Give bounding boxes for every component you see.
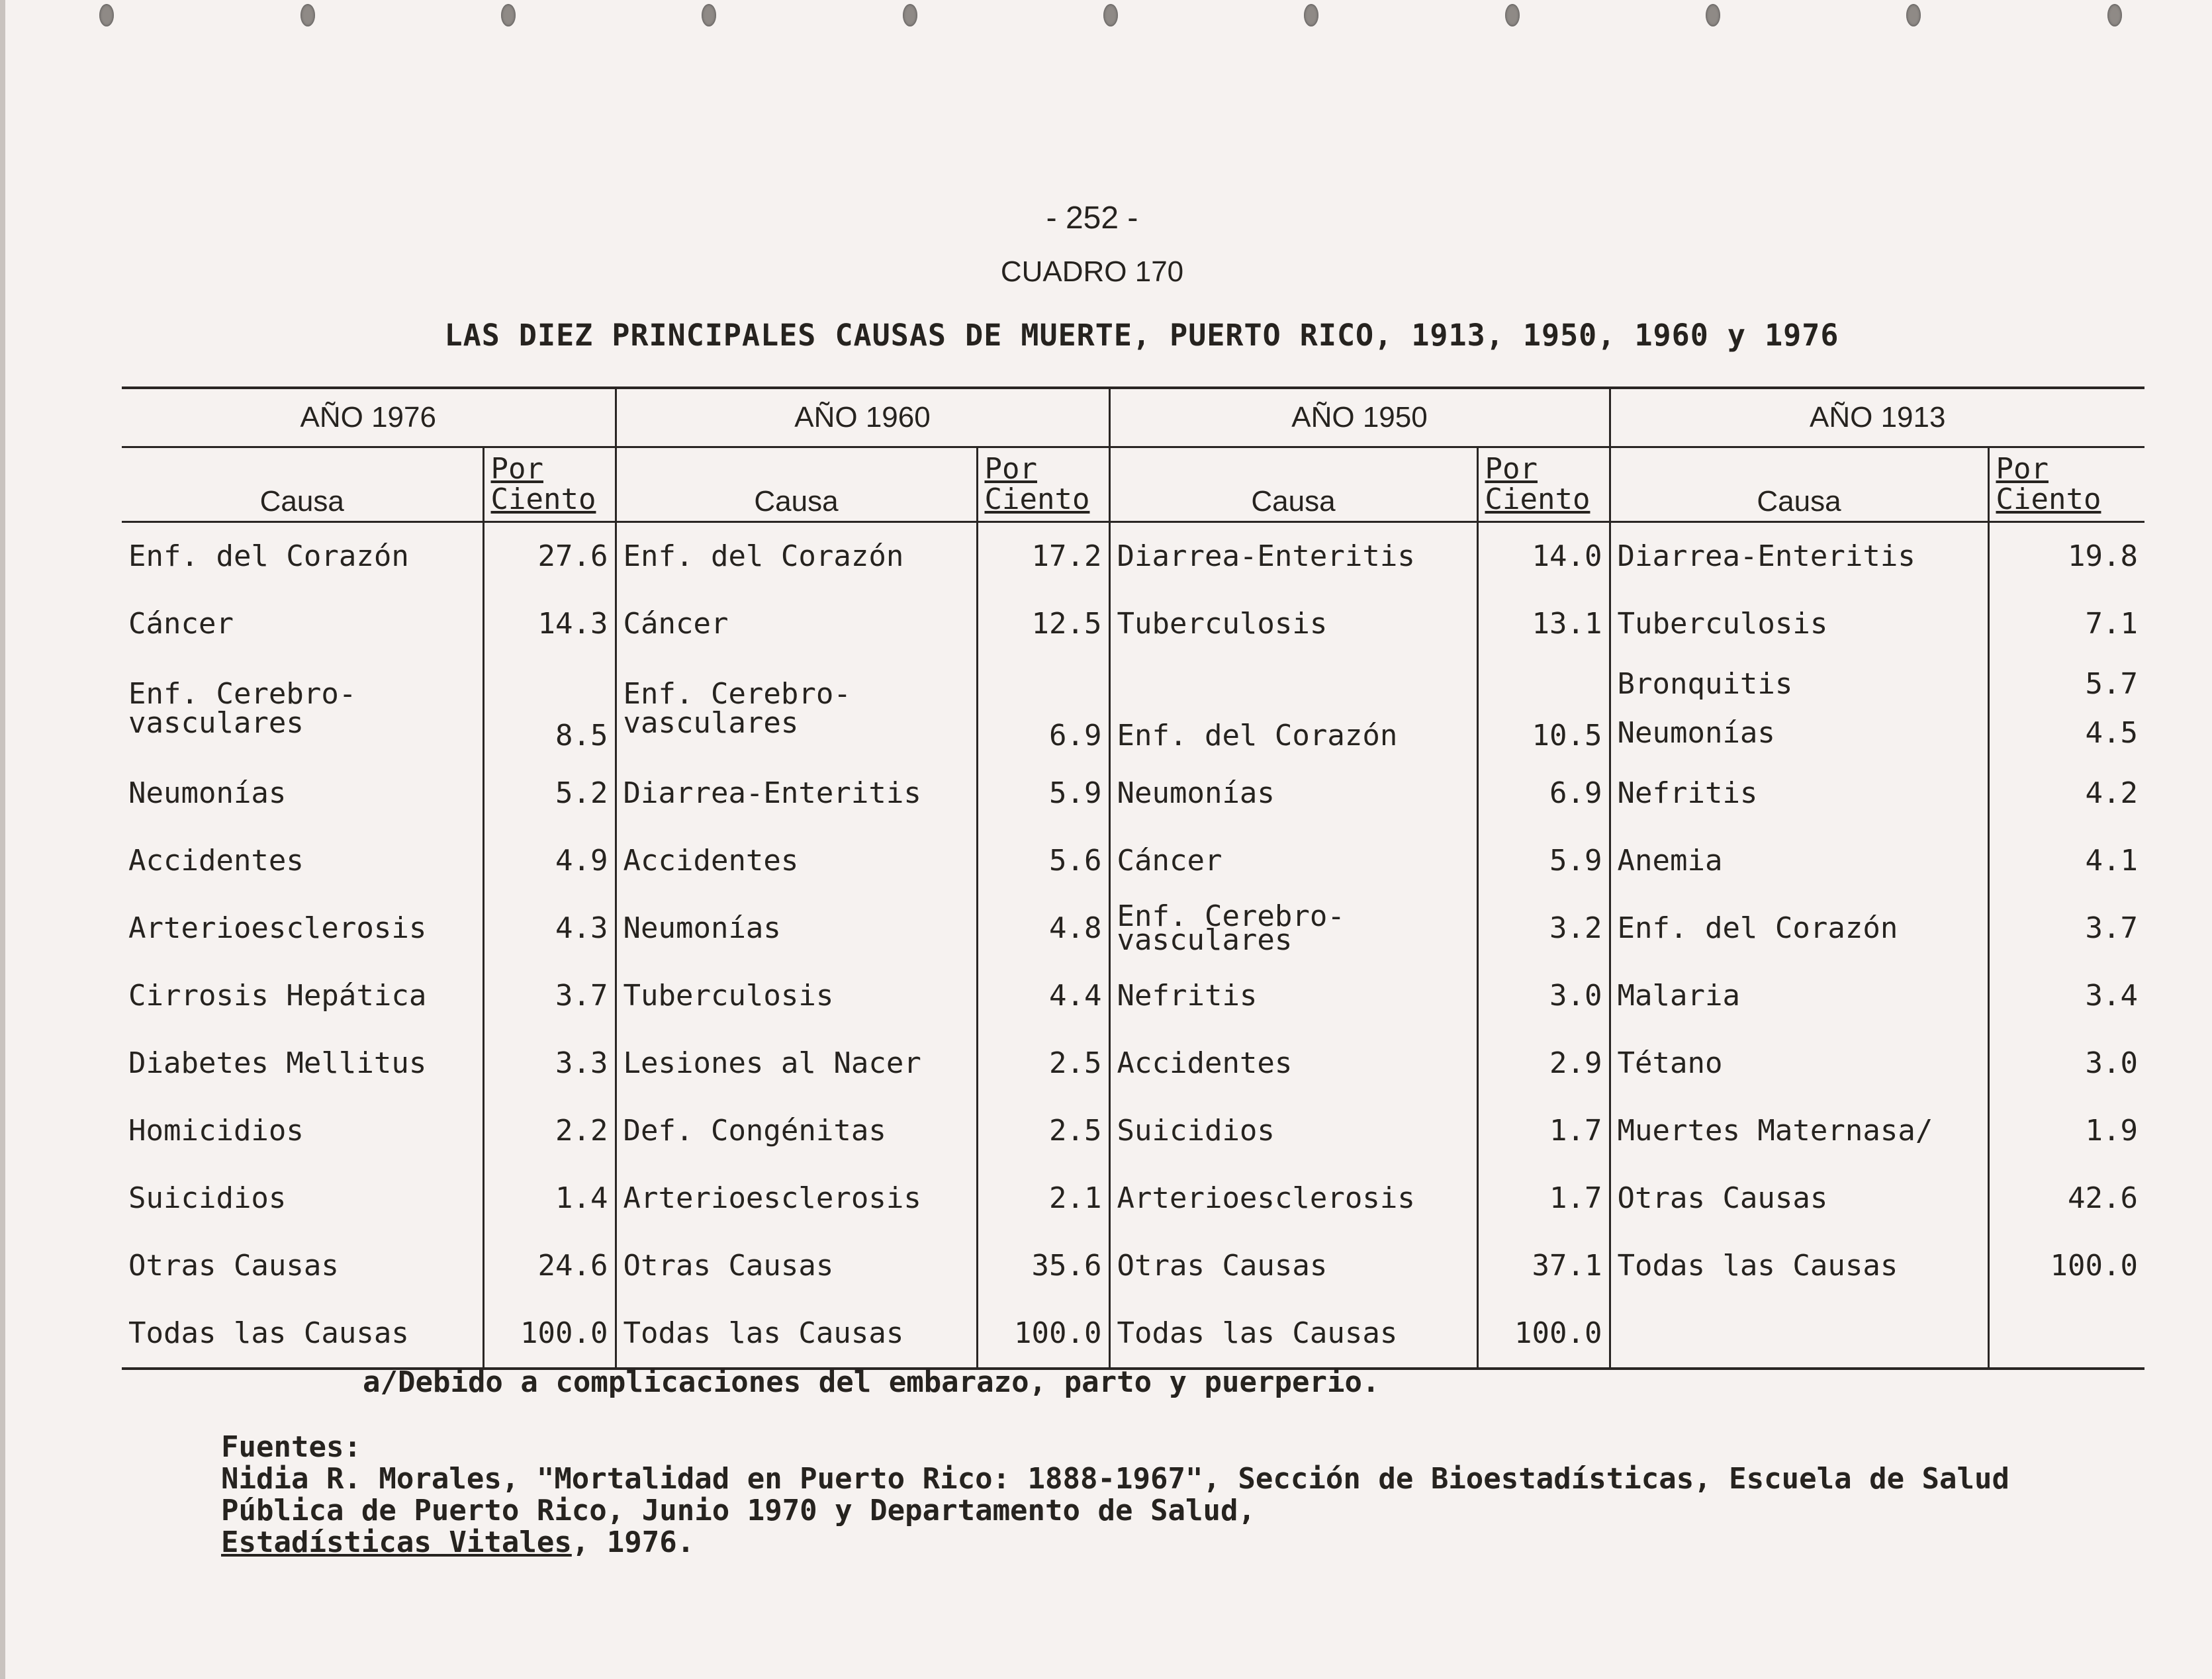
cause-1913: Bronquitis	[1617, 667, 1793, 701]
percent-1950: 6.9	[1477, 760, 1610, 827]
cause-1976: Accidentes	[128, 844, 304, 878]
table-row	[122, 1030, 2144, 1097]
cause-1976: Cirrosis Hepática	[128, 979, 427, 1013]
percent-1950: 2.9	[1477, 1030, 1610, 1097]
punch-hole	[501, 4, 516, 26]
cause-1913: Muertes Maternasa/	[1610, 1097, 1988, 1165]
percent-1950: 1.7	[1477, 1097, 1610, 1165]
punch-hole	[1505, 4, 1520, 26]
percent-1960: 2.1	[977, 1165, 1109, 1232]
table-title: LAS DIEZ PRINCIPALES CAUSAS DE MUERTE, PUERTO RICO, 1913, 1950, 1960 y 1976	[444, 318, 1839, 353]
cause-1913: Tuberculosis	[1610, 590, 1988, 658]
percent-1960: 6.9	[977, 658, 1109, 760]
cause-1976: Suicidios	[128, 1181, 287, 1215]
cause-1913: Malaria	[1610, 962, 1988, 1030]
percent-1913: 5.7	[2085, 667, 2138, 701]
cause-1913: Anemia	[1610, 827, 1988, 895]
punch-hole	[1706, 4, 1720, 26]
page-left-edge	[0, 0, 5, 1679]
percent-1913: 7.1	[1988, 590, 2144, 658]
percent-1913: 4.2	[1988, 760, 2144, 827]
percent-1960: 35.6	[977, 1232, 1109, 1300]
sources-year: , 1976.	[571, 1525, 695, 1559]
sources-body: Nidia R. Morales, "Mortalidad en Puerto Rico: 1888-1967", Sección de Bioestadísticas, Escuela de Salud Pública de Puerto Rico, Junio 1970 y Departamento de Salud,	[221, 1462, 2010, 1527]
sources-label: Fuentes:	[221, 1430, 361, 1464]
cause-1913-pair	[1610, 658, 1988, 760]
cause-1960: Cáncer	[616, 590, 977, 658]
percent-1976: 3.7	[483, 962, 616, 1030]
cause-1913: Diarrea-Enteritis	[1610, 522, 1988, 591]
percent-header-ciento: Ciento	[984, 482, 1090, 516]
cause-1960: Lesiones al Nacer	[616, 1030, 977, 1097]
table-row	[122, 1165, 2144, 1232]
percent-1913	[1988, 1300, 2144, 1369]
cause-1950: Neumonías	[1109, 760, 1477, 827]
percent-1913: 4.1	[1988, 827, 2144, 895]
table-row	[122, 1300, 2144, 1369]
footnote: a/Debido a complicaciones del embarazo, parto y puerperio.	[363, 1365, 1380, 1399]
punch-hole	[300, 4, 315, 26]
table-row	[122, 658, 2144, 760]
cause-1976: Arterioesclerosis	[128, 911, 427, 945]
percent-1976: 4.9	[483, 827, 616, 895]
cause-1950: Diarrea-Enteritis	[1109, 522, 1477, 591]
causa-header: Causa	[259, 485, 344, 518]
punch-hole	[1304, 4, 1318, 26]
cause-1960: Otras Causas	[616, 1232, 977, 1300]
percent-1913: 42.6	[1988, 1165, 2144, 1232]
cause-1976: Otras Causas	[128, 1249, 339, 1283]
percent-1913: 100.0	[1988, 1232, 2144, 1300]
cause-1913: Otras Causas	[1610, 1165, 1988, 1232]
sources-publication: Estadísticas Vitales	[221, 1525, 572, 1559]
cause-1913	[1610, 1300, 1988, 1369]
sources-text	[221, 1463, 2035, 1559]
cause-1976: Neumonías	[128, 776, 287, 810]
percent-1913: 3.7	[1988, 895, 2144, 962]
percent-1950: 5.9	[1477, 827, 1610, 895]
punch-hole	[1103, 4, 1118, 26]
punch-holes	[0, 4, 2212, 30]
table-row	[122, 895, 2144, 962]
year-header-1960: AÑO 1960	[616, 388, 1109, 447]
percent-1976: 4.3	[483, 895, 616, 962]
table-number: CUADRO 170	[1000, 255, 1184, 288]
cause-1913: Todas las Causas	[1610, 1232, 1988, 1300]
cause-1960: Accidentes	[616, 827, 977, 895]
cause-1960: Arterioesclerosis	[616, 1165, 977, 1232]
cause-1913: Tétano	[1610, 1030, 1988, 1097]
sources	[221, 1431, 2212, 1559]
punch-hole	[1906, 4, 1921, 26]
percent-1913-pair	[1988, 658, 2144, 760]
percent-1960: 5.6	[977, 827, 1109, 895]
percent-1976: 27.6	[483, 522, 616, 591]
cause-1950: Enf. Cerebro- vasculares	[1109, 895, 1477, 962]
table-row	[122, 827, 2144, 895]
percent-1950: 1.7	[1477, 1165, 1610, 1232]
cause-1950: Tuberculosis	[1109, 590, 1477, 658]
page-number: - 252 -	[1046, 201, 1138, 236]
table-row	[122, 590, 2144, 658]
cause-1960: Diarrea-Enteritis	[616, 760, 977, 827]
cause-1976: Cáncer	[128, 607, 234, 641]
percent-1976: 1.4	[483, 1165, 616, 1232]
cause-1960: Tuberculosis	[616, 962, 977, 1030]
percent-1960: 100.0	[977, 1300, 1109, 1369]
percent-1960: 5.9	[977, 760, 1109, 827]
cause-1950: Nefritis	[1109, 962, 1477, 1030]
causes-of-death-table	[122, 386, 2144, 1370]
cause-1950: Enf. del Corazón	[1109, 658, 1477, 760]
year-header-1950: AÑO 1950	[1109, 388, 1610, 447]
percent-1950: 3.2	[1477, 895, 1610, 962]
cause-1976: Enf. del Corazón	[128, 539, 409, 573]
cause-1913: Nefritis	[1610, 760, 1988, 827]
percent-header-ciento: Ciento	[1485, 482, 1590, 516]
table-row	[122, 522, 2144, 591]
causa-header: Causa	[616, 447, 977, 522]
cause-1913: Enf. del Corazón	[1610, 895, 1988, 962]
percent-header-por: Por	[1996, 452, 2049, 486]
cause-1960: Def. Congénitas	[616, 1097, 977, 1165]
cause-1950: Arterioesclerosis	[1109, 1165, 1477, 1232]
cause-1950: Otras Causas	[1109, 1232, 1477, 1300]
percent-header-ciento: Ciento	[1996, 482, 2101, 516]
percent-1976: 100.0	[483, 1300, 616, 1369]
causa-header: Causa	[1109, 447, 1477, 522]
cause-1960: Enf. Cerebro- vasculares	[616, 658, 977, 760]
percent-1913: 19.8	[1988, 522, 2144, 591]
percent-1976: 5.2	[483, 760, 616, 827]
percent-1976: 24.6	[483, 1232, 616, 1300]
year-header-1913: AÑO 1913	[1610, 388, 2144, 447]
punch-hole	[99, 4, 114, 26]
percent-1976: 8.5	[483, 658, 616, 760]
percent-1960: 2.5	[977, 1030, 1109, 1097]
punch-hole	[702, 4, 716, 26]
cause-1976: Enf. Cerebro- vasculares	[128, 677, 357, 740]
percent-1960: 17.2	[977, 522, 1109, 591]
percent-header-por: Por	[984, 452, 1037, 486]
table-row	[122, 1232, 2144, 1300]
percent-1960: 4.8	[977, 895, 1109, 962]
cause-1950: Accidentes	[1109, 1030, 1477, 1097]
table-row	[122, 1097, 2144, 1165]
percent-1976: 14.3	[483, 590, 616, 658]
percent-1913: 3.4	[1988, 962, 2144, 1030]
year-header-1976: AÑO 1976	[122, 388, 616, 447]
causa-header: Causa	[1610, 447, 1988, 522]
percent-1960: 12.5	[977, 590, 1109, 658]
table-row	[122, 760, 2144, 827]
percent-header-por: Por	[1485, 452, 1538, 486]
percent-1913: 1.9	[1988, 1097, 2144, 1165]
percent-header	[977, 447, 1109, 522]
percent-header	[1477, 447, 1610, 522]
cause-1976: Diabetes Mellitus	[128, 1046, 427, 1080]
percent-1960: 2.5	[977, 1097, 1109, 1165]
percent-1950: 13.1	[1477, 590, 1610, 658]
percent-1913: 4.5	[2085, 716, 2138, 750]
percent-header-ciento: Ciento	[490, 482, 596, 516]
percent-1950: 14.0	[1477, 522, 1610, 591]
percent-1913: 3.0	[1988, 1030, 2144, 1097]
cause-1976: Todas las Causas	[128, 1316, 409, 1350]
cause-1913: Neumonías	[1617, 716, 1775, 750]
punch-hole	[2107, 4, 2122, 26]
cause-1960: Enf. del Corazón	[616, 522, 977, 591]
percent-1976: 3.3	[483, 1030, 616, 1097]
percent-1950: 37.1	[1477, 1232, 1610, 1300]
cause-1950: Cáncer	[1109, 827, 1477, 895]
percent-1950: 3.0	[1477, 962, 1610, 1030]
cause-1960: Todas las Causas	[616, 1300, 977, 1369]
percent-header	[1988, 447, 2144, 522]
cause-1950: Todas las Causas	[1109, 1300, 1477, 1369]
percent-1950: 100.0	[1477, 1300, 1610, 1369]
cause-1950: Suicidios	[1109, 1097, 1477, 1165]
table-row	[122, 962, 2144, 1030]
punch-hole	[903, 4, 917, 26]
percent-1976: 2.2	[483, 1097, 616, 1165]
cause-1960: Neumonías	[616, 895, 977, 962]
percent-header-por: Por	[490, 452, 543, 486]
percent-header	[483, 447, 616, 522]
cause-1976: Homicidios	[128, 1114, 304, 1148]
percent-1950: 10.5	[1477, 658, 1610, 760]
percent-1960: 4.4	[977, 962, 1109, 1030]
